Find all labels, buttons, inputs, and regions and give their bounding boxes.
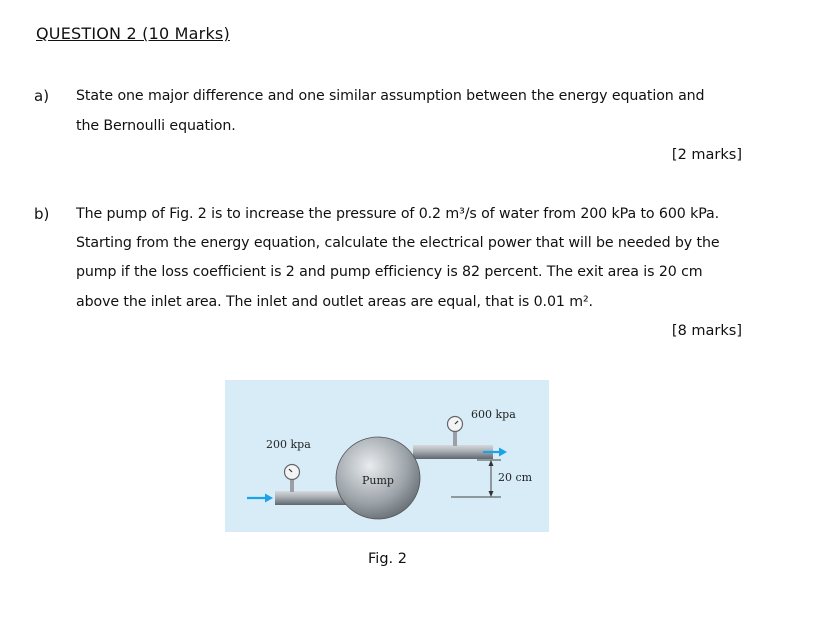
outlet-gauge-stem bbox=[453, 432, 457, 446]
pump-label: Pump bbox=[362, 474, 394, 487]
inlet-pressure-label: 200 kpa bbox=[266, 438, 311, 451]
part-b-line-4: above the inlet area. The inlet and outlet areas are equal, that is 0.01 m². bbox=[76, 294, 593, 310]
part-b-line-3: pump if the loss coefficient is 2 and pump efficiency is 82 percent. The exit area is 20 cm bbox=[76, 264, 703, 280]
part-a-label: a) bbox=[34, 87, 50, 105]
inlet-gauge-stem bbox=[290, 480, 294, 492]
question-title: QUESTION 2 (10 Marks) bbox=[36, 24, 230, 43]
part-a-line-2: the Bernoulli equation. bbox=[76, 118, 236, 134]
part-b-line-2: Starting from the energy equation, calculate the electrical power that will be needed by the bbox=[76, 235, 720, 251]
outlet-pressure-label: 600 kpa bbox=[471, 408, 516, 421]
part-a-marks: [2 marks] bbox=[671, 147, 742, 163]
figure-caption: Fig. 2 bbox=[368, 551, 407, 567]
part-a-line-1: State one major difference and one similar assumption between the energy equation and bbox=[76, 88, 705, 104]
part-b-marks: [8 marks] bbox=[671, 323, 742, 339]
part-b-line-1: The pump of Fig. 2 is to increase the pressure of 0.2 m³/s of water from 200 kPa to 600 kPa. bbox=[76, 206, 720, 222]
part-b-label: b) bbox=[34, 205, 50, 223]
height-dimension-arrow bbox=[489, 460, 494, 497]
height-label: 20 cm bbox=[498, 471, 533, 484]
inlet-flow-arrow bbox=[247, 494, 273, 503]
pump-diagram bbox=[225, 380, 549, 532]
outlet-pipe bbox=[413, 445, 493, 459]
pump-figure bbox=[225, 380, 549, 532]
